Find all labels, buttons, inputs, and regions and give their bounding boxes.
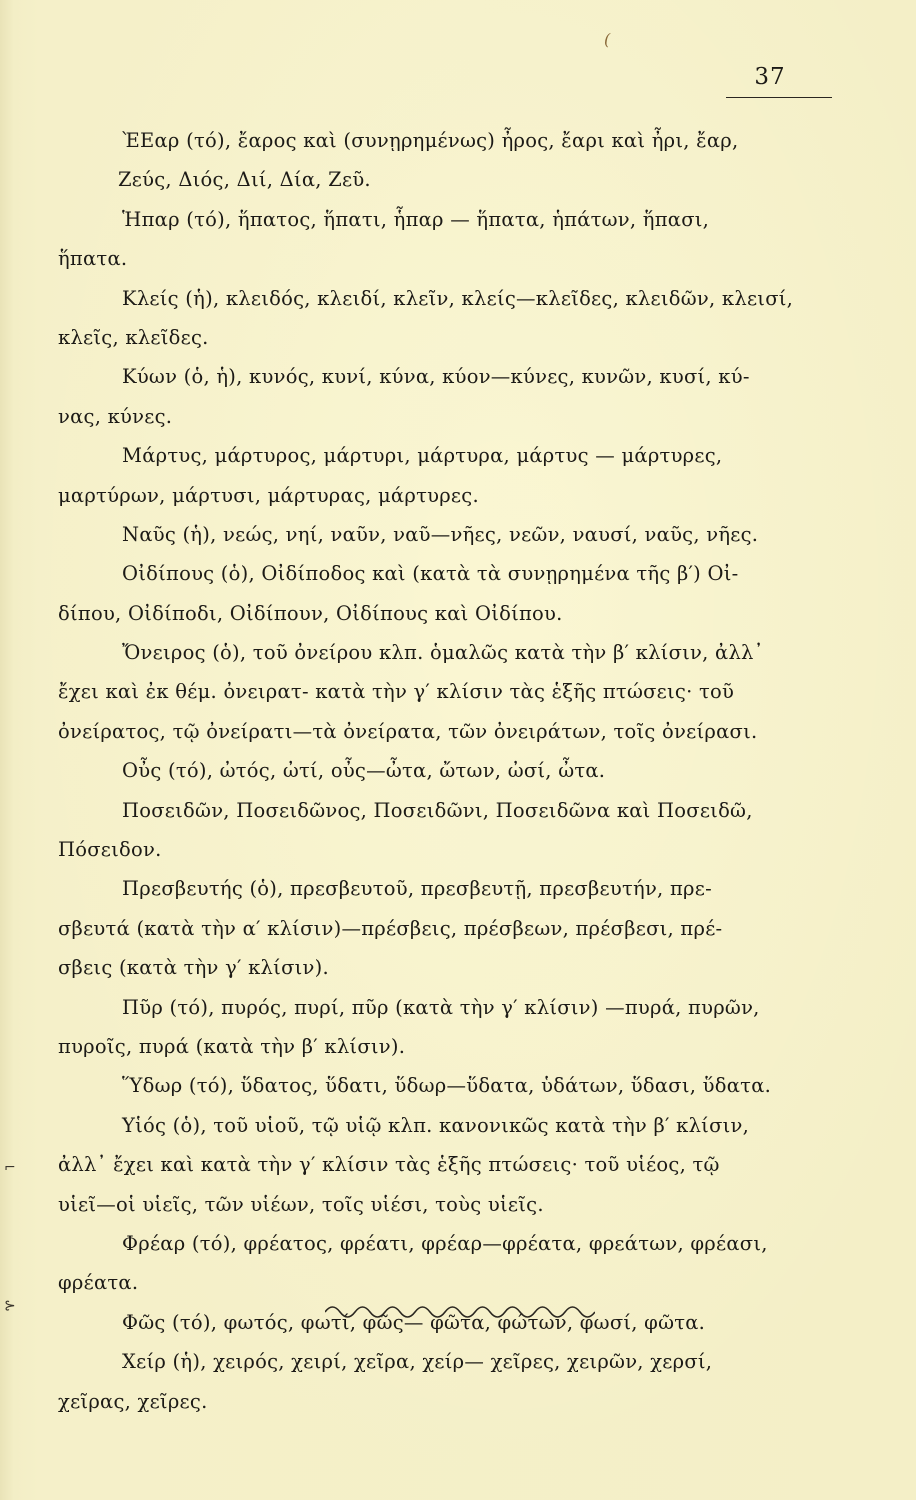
text-line-entry: Ποσειδῶν, Ποσειδῶνος, Ποσειδῶνι, Ποσειδῶνα καὶ Ποσειδῶ,	[122, 798, 753, 822]
ink-speck-icon: (	[604, 30, 611, 49]
text-line-entry: Πρεσβευτής (ὁ), πρεσβευτοῦ, πρεσβευτῇ, πρεσβευτήν, πρε-	[122, 877, 712, 901]
text-line-continuation: κλεῖς, κλεῖδες.	[58, 325, 209, 349]
margin-mark-icon: ⌐	[4, 1160, 16, 1176]
text-line-continuation: Πόσειδον.	[58, 838, 162, 862]
text-line-entry: Ἡπαρ (τό), ἥπατος, ἥπατι, ἧπαρ — ἥπατα, ἡπάτων, ἥπασι,	[122, 207, 710, 231]
declension-text-block	[58, 121, 838, 1421]
text-line-entry: Χείρ (ἡ), χειρός, χειρί, χεῖρα, χείρ— χεῖρες, χειρῶν, χερσί,	[122, 1350, 713, 1374]
text-line-continuation: υἱεῖ—οἱ υἱεῖς, τῶν υἱέων, τοῖς υἱέσι, τοὺς υἱεῖς.	[58, 1192, 544, 1216]
text-line-entry: Φρέαρ (τό), φρέατος, φρέατι, φρέαρ—φρέατα, φρεάτων, φρέασι,	[122, 1231, 768, 1255]
text-line-entry: Ὕδωρ (τό), ὕδατος, ὕδατι, ὕδωρ—ὕδατα, ὑδάτων, ὕδασι, ὕδατα.	[122, 1074, 772, 1098]
text-line-entry: Μάρτυς, μάρτυρος, μάρτυρι, μάρτυρα, μάρτυς — μάρτυρες,	[122, 444, 723, 468]
text-line-continuation: σβεις (κατὰ τὴν γ′ κλίσιν).	[58, 956, 329, 980]
text-line-entry: Ναῦς (ἡ), νεώς, νηί, ναῦν, ναῦ—νῆες, νεῶν, ναυσί, ναῦς, νῆες.	[122, 522, 759, 546]
text-line-continuation: πυροῖς, πυρά (κατὰ τὴν β′ κλίσιν).	[58, 1034, 406, 1058]
text-line-continuation: ἔχει καὶ ἐκ θέμ. ὀνειρατ- κατὰ τὴν γ′ κλίσιν τὰς ἑξῆς πτώσεις· τοῦ	[58, 680, 735, 704]
text-line-continuation: ἀλλ᾽ ἔχει καὶ κατὰ τὴν γ′ κλίσιν τὰς ἑξῆς πτώσεις· τοῦ υἱέος, τῷ	[58, 1153, 720, 1177]
text-line-entry: Πῦρ (τό), πυρός, πυρί, πῦρ (κατὰ τὴν γ′ κλίσιν) —πυρά, πυρῶν,	[122, 995, 760, 1019]
text-line-entry: Ὄνειρος (ὁ), τοῦ ὀνείρου κλπ. ὁμαλῶς κατὰ τὴν β′ κλίσιν, ἀλλ᾽	[122, 641, 764, 665]
page-number: 37	[754, 64, 786, 90]
text-line-continuation: ἥπατα.	[58, 247, 128, 271]
text-line-entry: Κύων (ὁ, ἡ), κυνός, κυνί, κύνα, κύον—κύνες, κυνῶν, κυσί, κύ-	[122, 365, 750, 389]
text-line-entry: Οἰδίπους (ὁ), Οἰδίποδος καὶ (κατὰ τὰ συνῃρημένα τῆς β′) Οἰ-	[122, 562, 739, 586]
text-line-entry: Υἱός (ὁ), τοῦ υἱοῦ, τῷ υἱῷ κλπ. κανονικῶς κατὰ τὴν β′ κλίσιν,	[122, 1113, 750, 1137]
text-line-continuation: φρέατα.	[58, 1271, 139, 1295]
text-line-continuation: χεῖρας, χεῖρες.	[58, 1389, 208, 1413]
text-line-continuation: σβευτά (κατὰ τὴν α′ κλίσιν)—πρέσβεις, πρέσβεων, πρέσβεσι, πρέ-	[58, 916, 723, 940]
page-number-rule	[726, 97, 832, 98]
text-line-continuation: νας, κύνες.	[58, 404, 173, 428]
text-line-continuation: ὀνείρατος, τῷ ὀνείρατι—τὰ ὀνείρατα, τῶν ὀνειράτων, τοῖς ὀνείρασι.	[58, 719, 758, 743]
text-line-continuation: δίπου, Οἰδίποδι, Οἰδίπουν, Οἰδίπους καὶ Οἰδίπου.	[58, 601, 563, 625]
text-line-entry: ῈΕαρ (τό), ἔαρος καὶ (συνῃρημένως) ἦρος, ἔαρι καὶ ἦρι, ἔαρ,	[122, 129, 739, 152]
text-line-entry: Οὖς (τό), ὠτός, ὠτί, οὖς—ὦτα, ὤτων, ὠσί, ὦτα.	[122, 759, 606, 783]
wavy-ornament-divider-icon	[325, 1302, 595, 1322]
text-line-entry: Κλείς (ἡ), κλειδός, κλειδί, κλεῖν, κλείς—κλεῖδες, κλειδῶν, κλεισί,	[122, 286, 794, 310]
text-line-continuation: μαρτύρων, μάρτυσι, μάρτυρας, μάρτυρες.	[58, 483, 479, 507]
text-line-entry: Φῶς (τό), φωτός, φωτί, φῶς— φῶτα, φώτων, φωσί, φῶτα.	[122, 1310, 706, 1334]
text-line-entry: Ζεύς, Διός, Διί, Δία, Ζεῦ.	[118, 168, 371, 192]
margin-mark-icon: ⊱	[4, 1298, 16, 1314]
